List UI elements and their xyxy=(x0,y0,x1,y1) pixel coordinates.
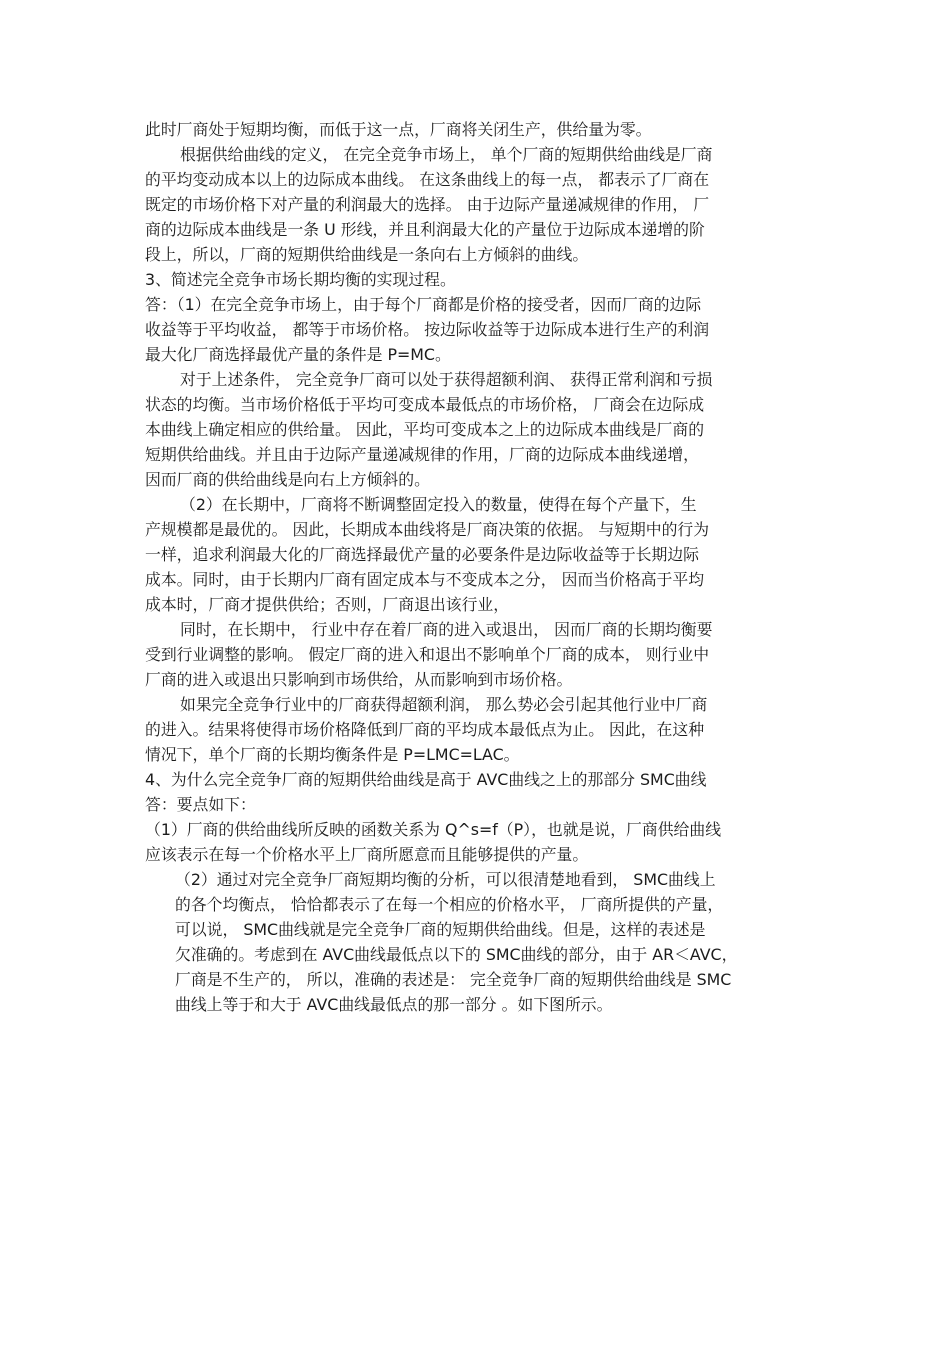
text-line: 情况下，单个厂商的长期均衡条件是 P=LMC=LAC。 xyxy=(145,745,520,764)
text-line: 如果完全竞争行业中的厂商获得超额利润， 那么势必会引起其他行业中厂商 xyxy=(180,695,708,714)
text-line: 对于上述条件， 完全竞争厂商可以处于获得超额利润、 获得正常利润和亏损 xyxy=(180,370,713,389)
section-heading: 4、为什么完全竞争厂商的短期供给曲线是高于 AVC曲线之上的那部分 SMC曲线 xyxy=(145,770,707,789)
text-line: 受到行业调整的影响。 假定厂商的进入和退出不影响单个厂商的成本， 则行业中 xyxy=(145,645,710,664)
text-line: 成本时，厂商才提供供给；否则，厂商退出该行业， xyxy=(145,595,510,614)
text-line: 此时厂商处于短期均衡，而低于这一点，厂商将关闭生产，供给量为零。 xyxy=(145,120,652,139)
text-line: （2）在长期中，厂商将不断调整固定投入的数量，使得在每个产量下，生 xyxy=(180,495,697,514)
text-line: 欠准确的。考虑到在 AVC曲线最低点以下的 SMC曲线的部分，由于 AR＜AVC， xyxy=(175,945,738,964)
text-line: 一样，追求利润最大化的厂商选择最优产量的必要条件是边际收益等于长期边际 xyxy=(145,545,699,564)
text-line: 厂商的进入或退出只影响到市场供给，从而影响到市场价格。 xyxy=(145,670,573,689)
text-line: 状态的均衡。当市场价格低于平均可变成本最低点的市场价格， 厂商会在边际成 xyxy=(145,395,705,414)
text-line: （2）通过对完全竞争厂商短期均衡的分析，可以很清楚地看到， SMC曲线上 xyxy=(175,870,716,889)
text-line: 厂商是不生产的， 所以，准确的表述是： 完全竞争厂商的短期供给曲线是 SMC xyxy=(175,970,732,989)
text-line: 曲线上等于和大于 AVC曲线最低点的那一部分 。如下图所示。 xyxy=(175,995,613,1014)
text-line: 应该表示在每一个价格水平上厂商所愿意而且能够提供的产量。 xyxy=(145,845,589,864)
text-line: 成本。同时，由于长期内厂商有固定成本与不变成本之分， 因而当价格高于平均 xyxy=(145,570,705,589)
text-line: （1）厂商的供给曲线所反映的函数关系为 Q^s=f（P），也就是说，厂商供给曲线 xyxy=(145,820,722,839)
text-line: 既定的市场价格下对产量的利润最大的选择。 由于边际产量递减规律的作用， 厂 xyxy=(145,195,710,214)
text-line: 段上，所以，厂商的短期供给曲线是一条向右上方倾斜的曲线。 xyxy=(145,245,589,264)
text-line: 答：（1）在完全竞争市场上，由于每个厂商都是价格的接受者，因而厂商的边际 xyxy=(145,295,702,314)
text-line: 因而厂商的供给曲线是向右上方倾斜的。 xyxy=(145,470,430,489)
text-line: 可以说， SMC曲线就是完全竞争厂商的短期供给曲线。但是，这样的表述是 xyxy=(175,920,706,939)
text-line: 的平均变动成本以上的边际成本曲线。 在这条曲线上的每一点， 都表示了厂商在 xyxy=(145,170,710,189)
text-line: 本曲线上确定相应的供给量。 因此，平均可变成本之上的边际成本曲线是厂商的 xyxy=(145,420,705,439)
section-heading: 3、简述完全竞争市场长期均衡的实现过程。 xyxy=(145,270,456,289)
text-line: 同时，在长期中， 行业中存在着厂商的进入或退出， 因而厂商的长期均衡要 xyxy=(180,620,713,639)
text-line: 最大化厂商选择最优产量的条件是 P=MC。 xyxy=(145,345,451,364)
text-line: 商的边际成本曲线是一条 U 形线，并且利润最大化的产量位于边际成本递增的阶 xyxy=(145,220,705,239)
text-line: 的进入。结果将使得市场价格降低到厂商的平均成本最低点为止。 因此，在这种 xyxy=(145,720,705,739)
text-line: 的各个均衡点， 恰恰都表示了在每一个相应的价格水平， 厂商所提供的产量， xyxy=(175,895,724,914)
text-line: 答：要点如下： xyxy=(145,795,256,814)
text-line: 短期供给曲线。并且由于边际产量递减规律的作用，厂商的边际成本曲线递增， xyxy=(145,445,699,464)
text-line: 产规模都是最优的。 因此，长期成本曲线将是厂商决策的依据。 与短期中的行为 xyxy=(145,520,710,539)
text-line: 根据供给曲线的定义， 在完全竞争市场上， 单个厂商的短期供给曲线是厂商 xyxy=(180,145,713,164)
text-line: 收益等于平均收益， 都等于市场价格。 按边际收益等于边际成本进行生产的利润 xyxy=(145,320,710,339)
